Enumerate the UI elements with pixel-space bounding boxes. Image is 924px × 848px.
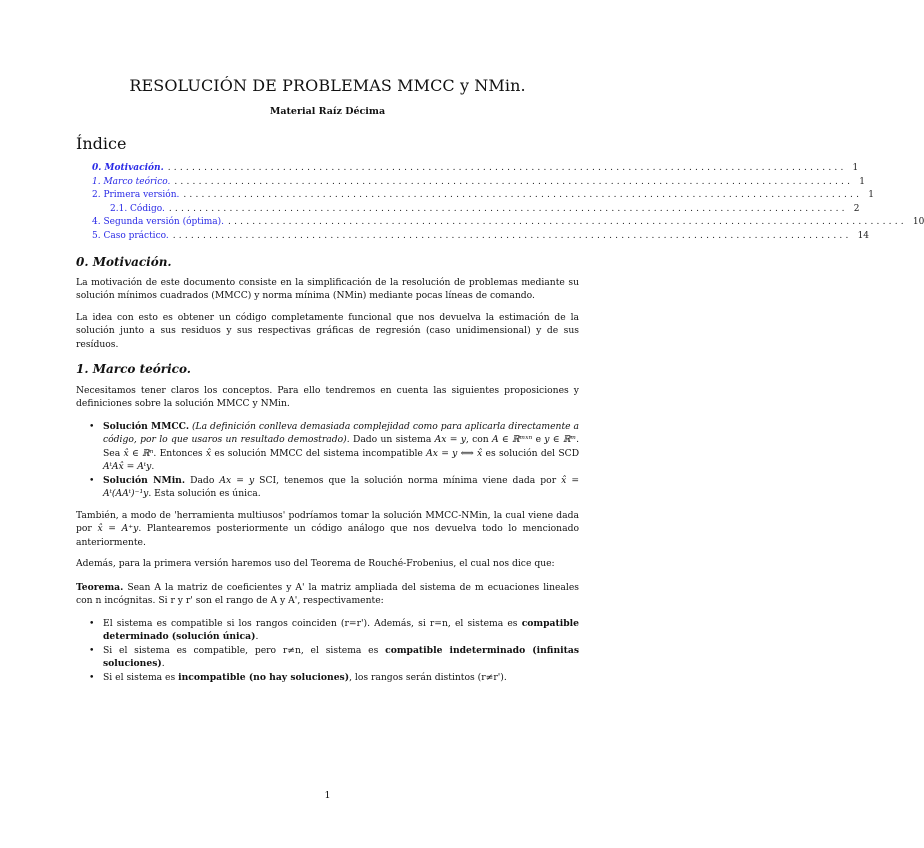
toc-leader: ................................................................................................................ [228, 217, 907, 227]
inline-text: Dado un sistema [352, 434, 432, 446]
emphasis: compatible indeterminado (infinitas soluciones) [103, 644, 580, 670]
document-author: Material Raíz Décima [269, 106, 386, 117]
inline-text: . Plantearemos posteriormente un código análogo que nos devuelva todo lo mencionado anteriormente. [76, 523, 579, 548]
toc-entry[interactable] [92, 217, 924, 231]
math-expression: x̂ [205, 447, 212, 459]
list-item [76, 671, 579, 684]
toc-entry[interactable] [92, 163, 859, 177]
inline-text: Dado [190, 474, 215, 486]
toc-entry-page: 14 [857, 230, 870, 241]
list-item [76, 474, 579, 501]
inline-text: El sistema es compatible si los rangos coinciden (r=r'). Además, si r=n, el sistema es [103, 618, 518, 629]
section-heading-marco-teorico: 1. Marco teórico. [76, 362, 191, 376]
term-label: Solución NMin. [103, 474, 186, 486]
inline-text: , con [465, 434, 489, 446]
math-expression: A ∈ ℝᵐˣⁿ [492, 434, 533, 446]
inline-text: Si el sistema es compatible, pero r≠n, el sistema es [103, 644, 379, 656]
toc-leader: ................................................................................................................ [183, 190, 863, 200]
document-title: RESOLUCIÓN DE PROBLEMAS MMCC y NMin. [129, 76, 526, 95]
toc-entry-label[interactable]: 4. Segunda versión (óptima). [92, 217, 225, 227]
toc-entry[interactable] [92, 176, 865, 191]
toc-entry-label[interactable]: 1. Marco teórico. [92, 176, 171, 187]
emphasis: compatible determinado (solución única) [103, 618, 580, 643]
section-heading-motivacion: 0. Motivación. [76, 255, 172, 269]
inline-text: es solución del SCD [485, 447, 580, 459]
toc-leader: ................................................................................................................ [167, 163, 847, 173]
inline-text: . Sea [103, 434, 580, 459]
math-expression: x̂ = Aᵗ(AAᵗ)⁻¹y [103, 474, 580, 500]
toc-entry-label[interactable]: 0. Motivación. [92, 163, 164, 173]
list-item [76, 420, 579, 474]
table-of-contents [92, 163, 924, 244]
inline-text: Si el sistema es [103, 671, 176, 683]
paragraph [76, 509, 579, 549]
inline-remark: (La definición conlleva demasiada complejidad como para aplicarla directamente a código, por lo que usaros un resultado demostrado). [103, 421, 579, 446]
inline-text: e [535, 434, 541, 446]
math-expression: x̂ ∈ ℝⁿ [123, 447, 154, 459]
toc-entry-page: 1 [859, 176, 865, 187]
inline-text: . Entonces [153, 447, 203, 459]
paragraph: Además, para la primera versión haremos uso del Teorema de Rouché-Frobenius, el cual nos dice que: [76, 558, 555, 569]
toc-leader: ................................................................................................................ [168, 203, 848, 214]
inline-text: SCI, tenemos que la solución norma mínima viene dada por [259, 474, 557, 486]
inline-text: , los rangos serán distintos (r≠r'). [349, 671, 507, 683]
inline-text: es solución MMCC del sistema incompatible [214, 447, 423, 459]
toc-entry-page: 1 [852, 163, 859, 173]
math-expression: y ∈ ℝᵐ [544, 434, 577, 446]
theorem [76, 581, 579, 608]
math-expression: Ax = y ⟺ x̂ [426, 447, 483, 459]
paragraph: La idea con esto es obtener un código completamente funcional que nos devuelva la estimación de la solución junto a sus residuos y sus respectivas gráficas de regresión (caso unidimensional) y de sus resíduos. [76, 312, 579, 350]
theorem-cases-list [76, 617, 579, 684]
toc-entry-label[interactable]: 2.1. Código. [110, 203, 165, 214]
toc-leader: ................................................................................................................ [172, 230, 852, 241]
toc-entry-label[interactable]: 5. Caso práctico. [92, 230, 169, 241]
toc-entry-page: 10 [912, 217, 924, 227]
toc-leader: ................................................................................................................ [174, 176, 854, 187]
inline-text: . [255, 631, 259, 643]
paragraph: Necesitamos tener claros los conceptos. Para ello tendremos en cuenta las siguientes proposiciones y definiciones sobre la solución MMCC y NMin. [76, 385, 579, 410]
theorem-text: Sean A la matriz de coeficientes y A' la matriz ampliada del sistema de m ecuaciones lineales con n incógnitas. Si r y r' son el rango de A y A', respectivamente: [76, 582, 580, 607]
math-expression: Ax = y [219, 474, 255, 486]
toc-entry-page: 1 [868, 190, 874, 200]
definitions-list [76, 420, 579, 500]
math-expression: Ax = y [434, 434, 466, 446]
toc-entry-label[interactable]: 2. Primera versión. [92, 190, 180, 200]
inline-text: También, a modo de 'herramienta multiusos' podríamos tomar la solución MMCC-NMin, la cual viene dada por [76, 510, 579, 535]
term-label: Solución MMCC. [103, 421, 190, 432]
inline-text: . Esta solución es única. [148, 488, 261, 500]
math-expression: x̂ = A⁺y [97, 523, 139, 535]
theorem-label: Teorema. [76, 582, 124, 593]
inline-text: . [161, 658, 165, 670]
paragraph: La motivación de este documento consiste en la simplificación de la resolución de problemas mediante su solución mínimos cuadrados (MMCC) y norma mínima (NMin) mediante pocas líneas de comando. [76, 277, 579, 302]
toc-entry[interactable] [92, 203, 860, 218]
toc-entry[interactable] [92, 230, 870, 245]
toc-entry-page: 2 [853, 203, 860, 214]
toc-entry[interactable] [92, 190, 874, 204]
math-expression: AᵗAx̂ = Aᵗy [103, 461, 152, 473]
list-item [76, 644, 579, 671]
emphasis: incompatible (no hay soluciones) [178, 671, 350, 683]
index-heading: Índice [76, 134, 127, 153]
page-number: 1 [324, 790, 331, 801]
list-item [76, 617, 579, 644]
inline-text: . [151, 461, 155, 473]
